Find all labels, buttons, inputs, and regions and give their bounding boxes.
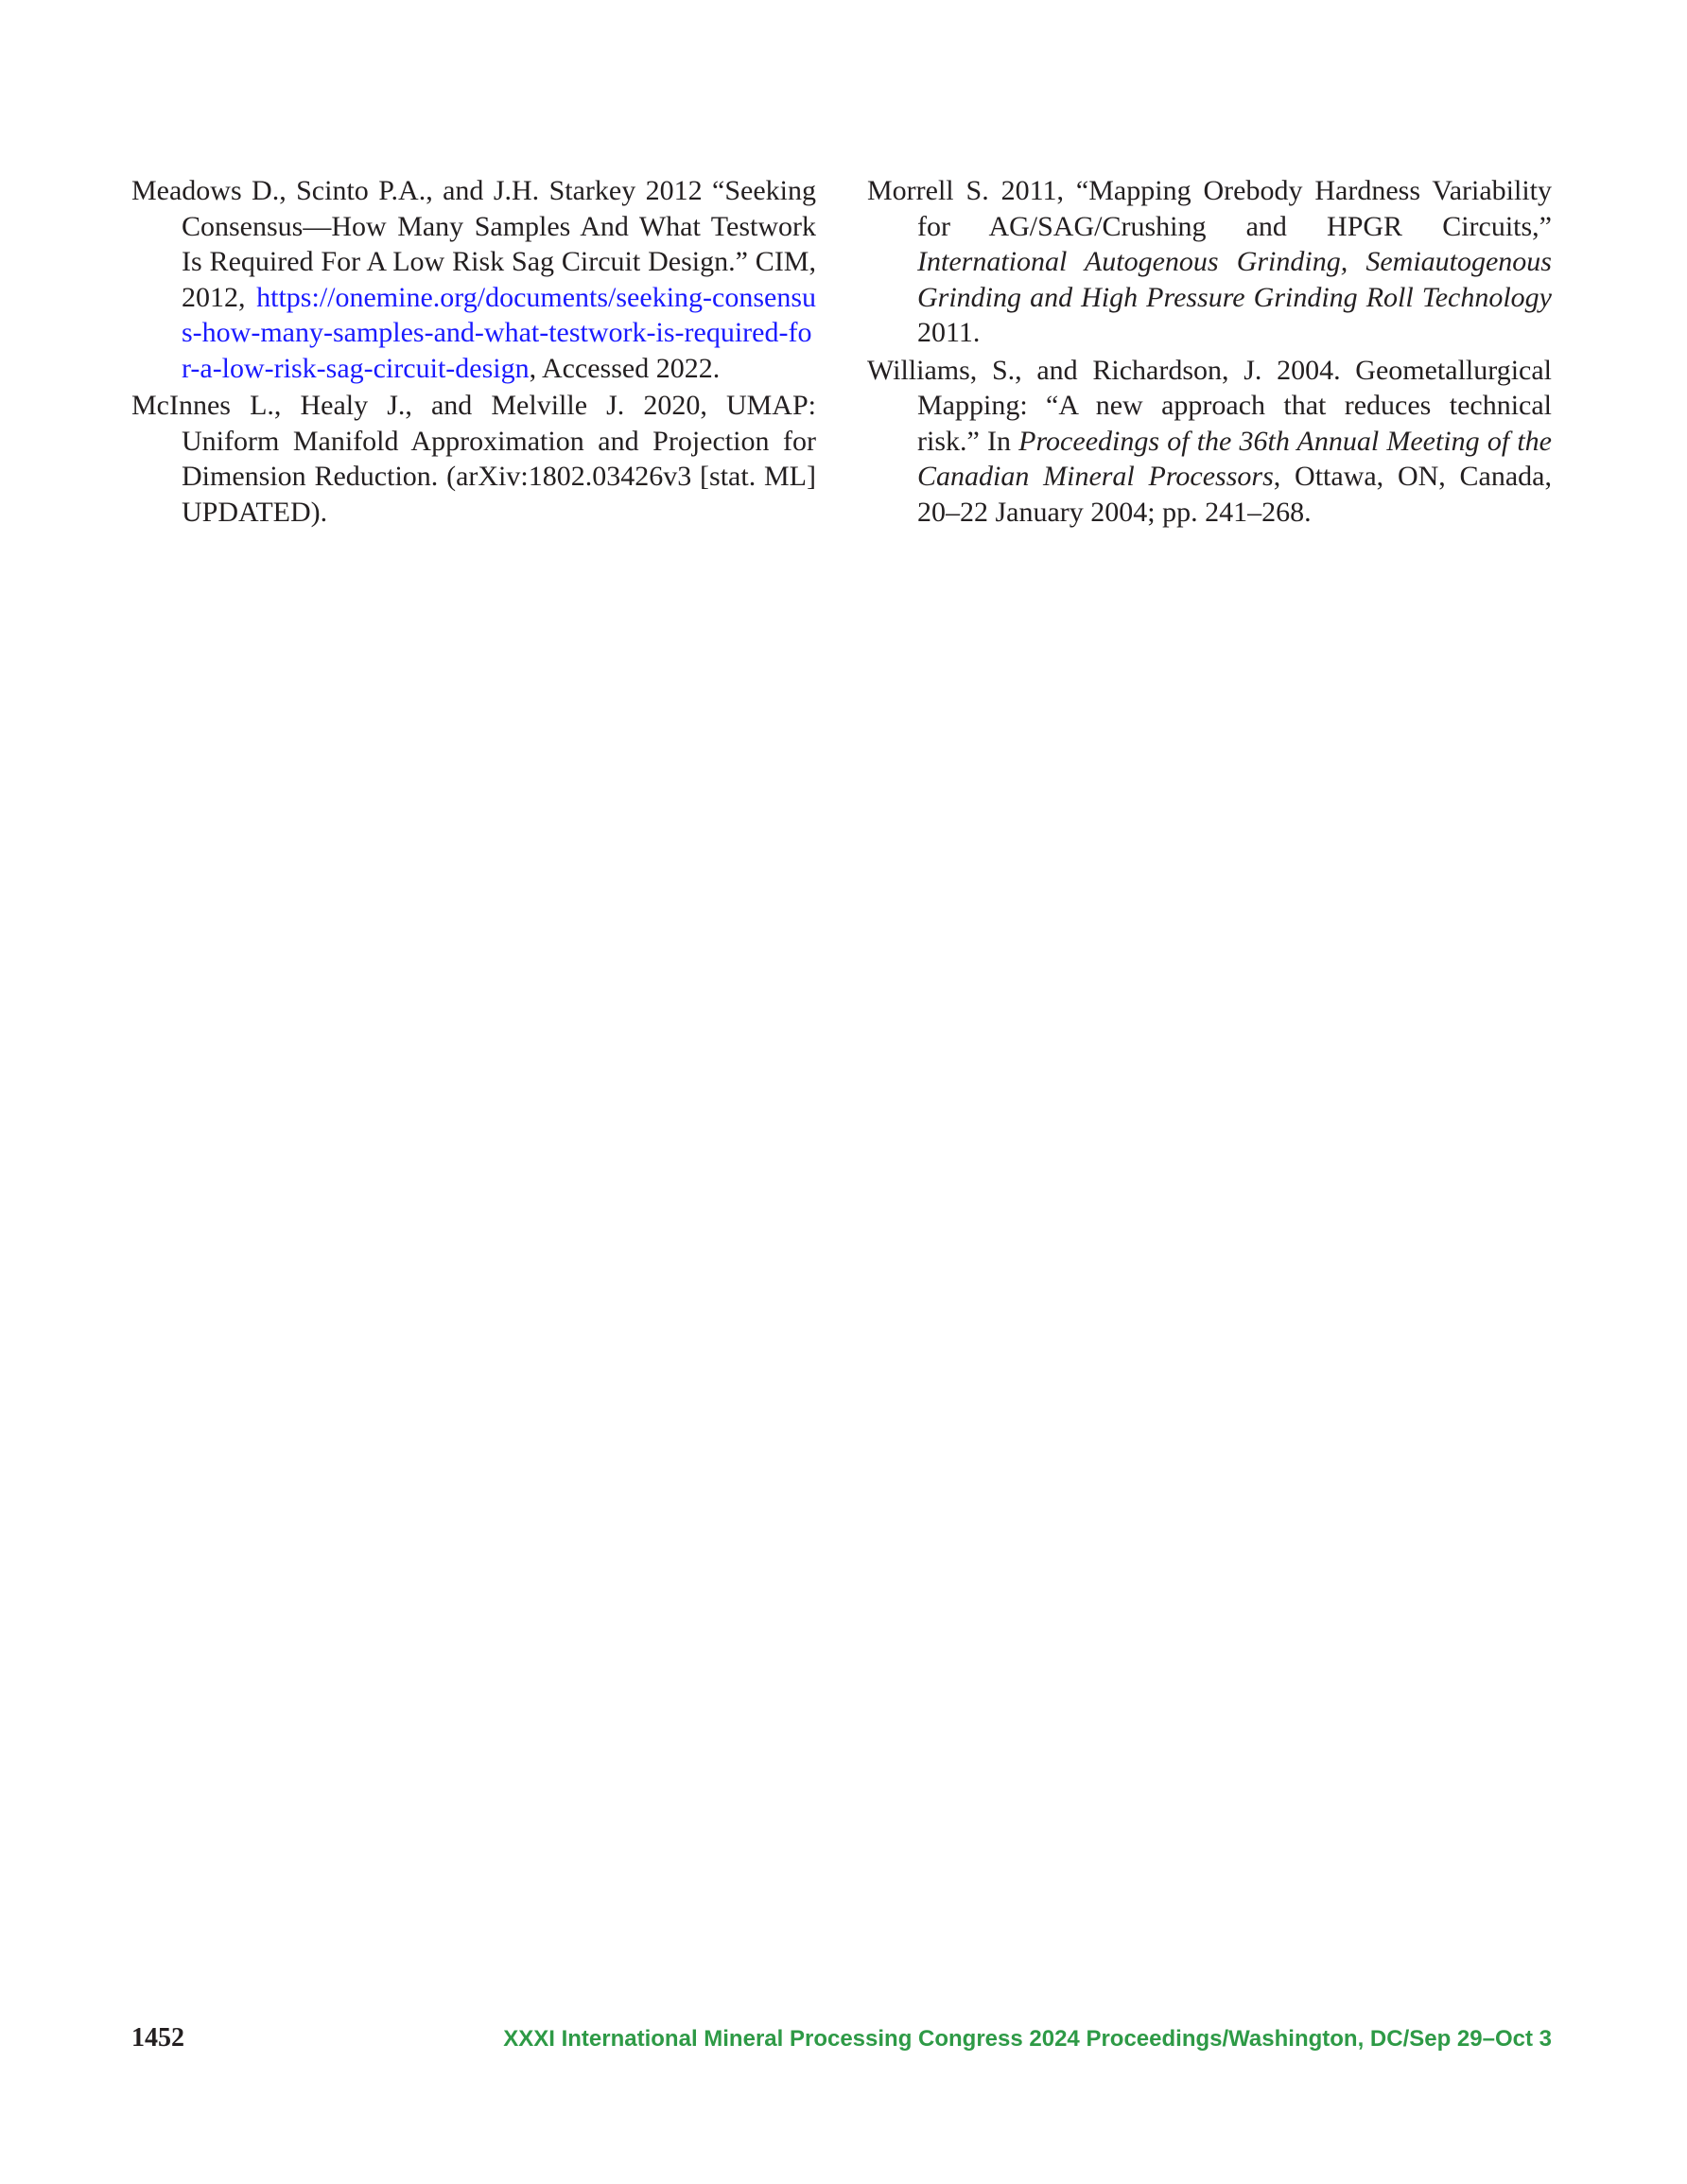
reference-meadows-accessed: , Accessed 2022. [529, 352, 721, 384]
reference-mcinnes [131, 388, 816, 530]
page-footer [131, 2023, 1552, 2053]
reference-williams-details: , Ottawa, ON, Canada, 20–22 January 2004; pp. 241–268. [917, 461, 1552, 528]
reference-morrell [867, 173, 1552, 351]
references-right-column [867, 173, 1552, 532]
reference-meadows-text: Meadows D., Scinto P.A., and J.H. Starkey 2012 “Seeking Consensus—How Many Samples And What Testwork Is Required For A Low Risk Sag Circuit Design.” CIM, 2012, [131, 175, 816, 313]
page-number: 1452 [131, 2023, 184, 2053]
references-section [131, 173, 1552, 532]
reference-morrell-source: International Autogenous Grinding, Semiautogenous Grinding and High Pressure Grinding Roll Technology [917, 246, 1552, 313]
reference-morrell-year: 2011. [917, 317, 981, 348]
reference-williams-source: Proceedings of the 36th Annual Meeting of the Canadian Mineral Processors [917, 425, 1552, 492]
reference-meadows-link[interactable]: https://onemine.org/documents/seeking-consensus-how-many-samples-and-what-testwork-is-required-for-a-low-risk-sag-circuit-design [182, 281, 816, 384]
reference-morrell-text: Morrell S. 2011, “Mapping Orebody Hardness Variability for AG/SAG/Crushing and HPGR Circuits,” [867, 175, 1552, 242]
running-footer-title: XXXI International Mineral Processing Congress 2024 Proceedings/Washington, DC/Sep 29–Oct 3 [503, 2026, 1552, 2052]
reference-mcinnes-text: McInnes L., Healy J., and Melville J. 2020, UMAP: Uniform Manifold Approximation and Projection for Dimension Reduction. (arXiv:1802.03426v3 [stat. ML] UPDATED). [131, 390, 816, 528]
references-left-column [131, 173, 816, 532]
reference-williams-text: Williams, S., and Richardson, J. 2004. Geometallurgical Mapping: “A new approach that reduces technical risk.” In [867, 354, 1552, 457]
reference-williams [867, 353, 1552, 531]
reference-meadows [131, 173, 816, 386]
